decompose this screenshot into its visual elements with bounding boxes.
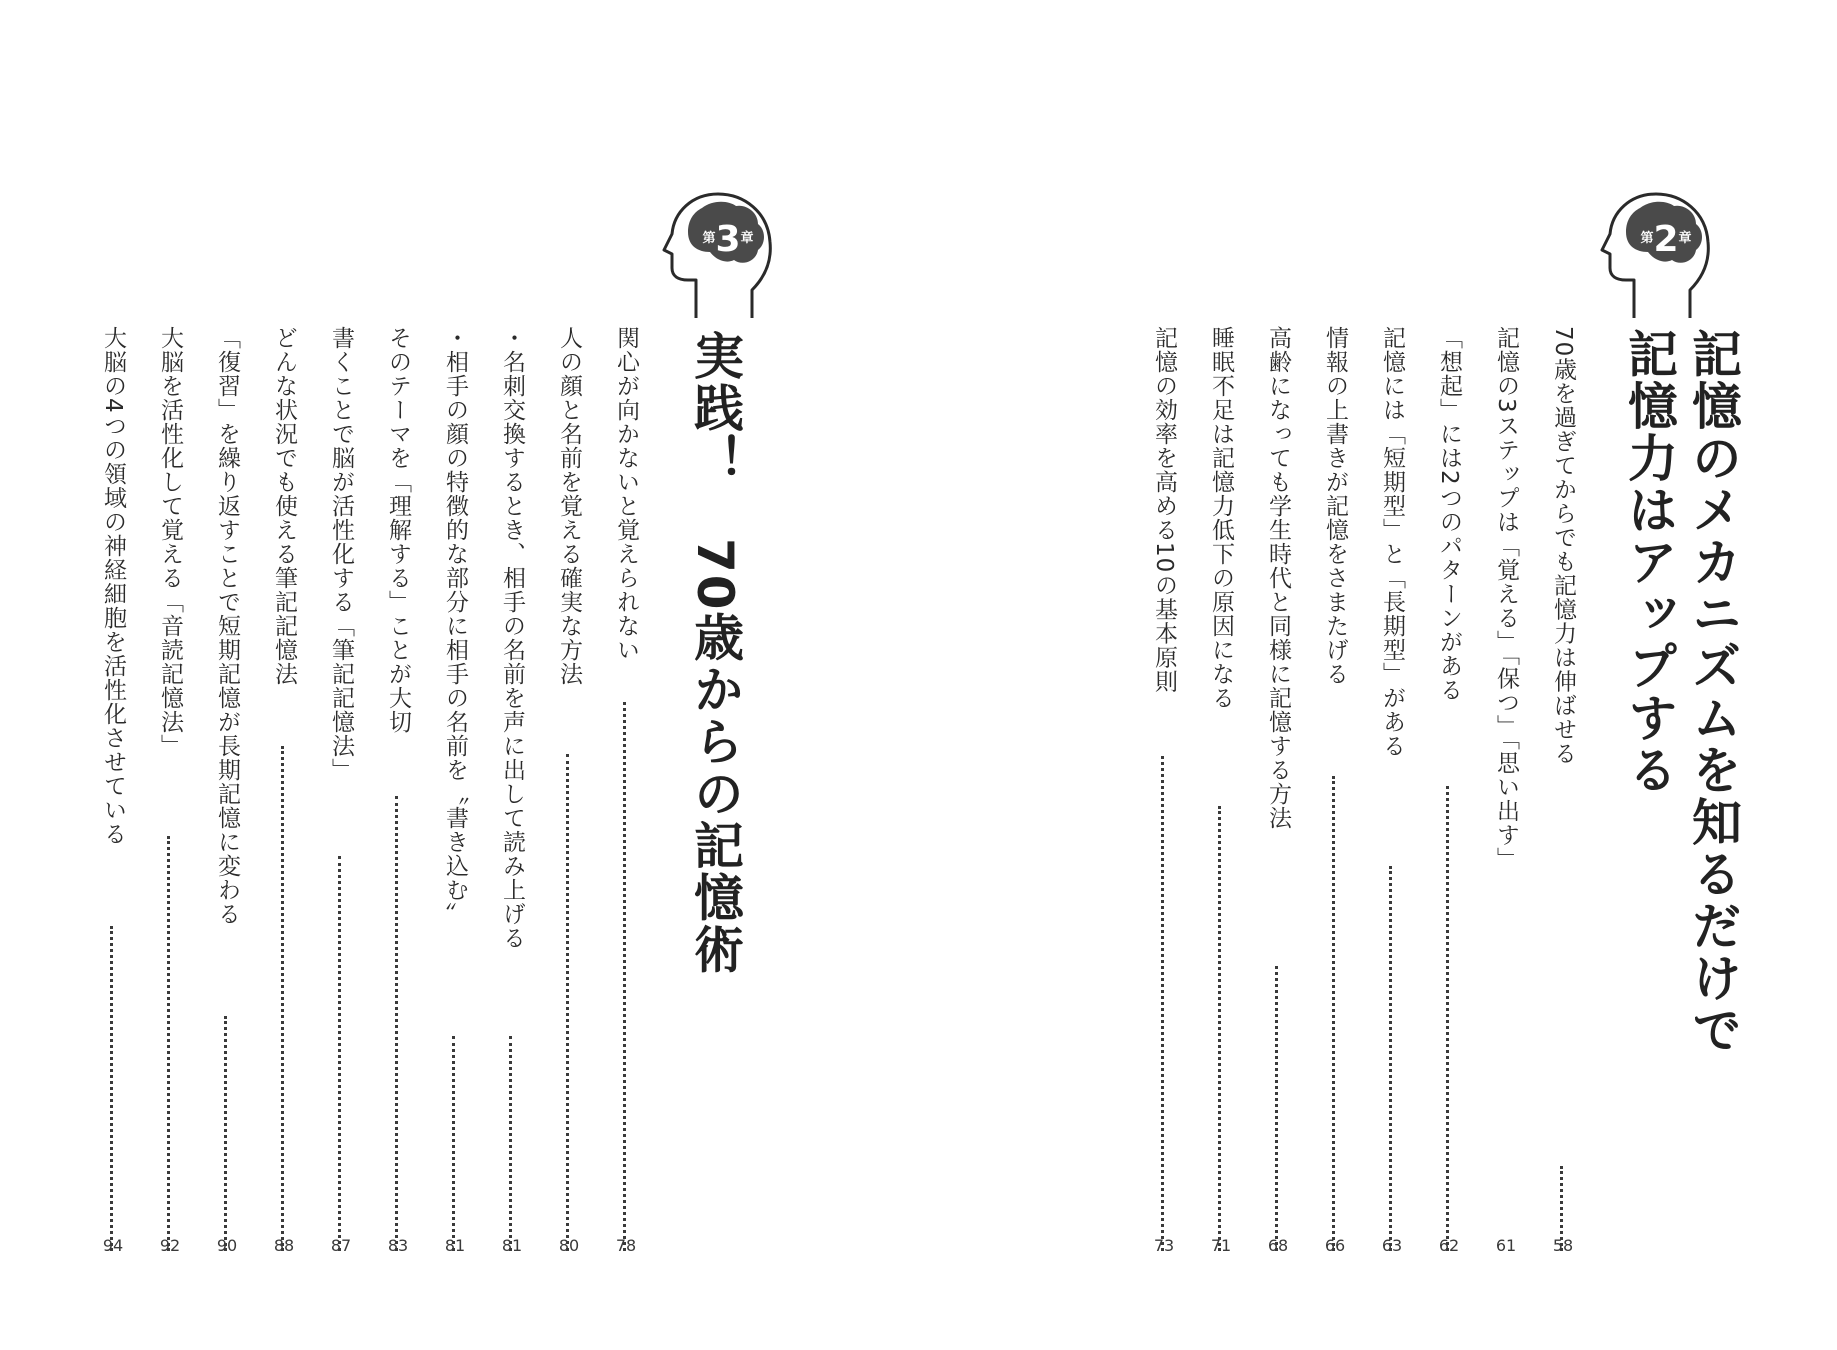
page-number: 78 [615, 1236, 637, 1255]
toc-entry[interactable] [1486, 326, 1526, 1251]
toc-entry[interactable] [1201, 326, 1241, 1251]
toc-entry-text: 「復習」を繰り返すことで短期記憶が長期記憶に変わる [214, 326, 240, 926]
right-page [918, 0, 1837, 1350]
page-number: 68 [1267, 1236, 1289, 1255]
chapter2-badge [1626, 219, 1706, 260]
dotted-leader [566, 754, 569, 1251]
toc-entry-text: そのテーマを「理解する」ことが大切 [385, 326, 411, 734]
toc-entry[interactable] [549, 326, 589, 1251]
toc-entry[interactable] [378, 326, 418, 1251]
toc-entry-text: ・名刺交換するとき、相手の名前を声に出して読み上げる [499, 326, 525, 950]
chapter2-title-line1: 記憶のメカニズムを知るだけで [1684, 328, 1742, 1056]
toc-entry-text: 記憶には「短期型」と「長期型」がある [1379, 326, 1405, 758]
toc-entry-text: 書くことで脳が活性化する「筆記記憶法」 [328, 326, 354, 782]
toc-entry[interactable] [93, 326, 133, 1251]
page-number: 90 [216, 1236, 238, 1255]
page-number: 58 [1552, 1236, 1574, 1255]
toc-entry[interactable] [150, 326, 190, 1251]
dotted-leader [623, 702, 626, 1251]
toc-entry[interactable] [321, 326, 361, 1251]
page-number: 81 [444, 1236, 466, 1255]
page-number: 71 [1210, 1236, 1232, 1255]
toc-entry-text: どんな状況でも使える筆記記憶法 [271, 326, 297, 686]
toc-entry-text: 「想起」には2つのパターンがある [1436, 326, 1462, 702]
toc-entry[interactable] [1543, 326, 1583, 1251]
chapter3-badge-number: 3 [715, 219, 741, 260]
toc-entry[interactable] [1144, 326, 1184, 1251]
toc-entry[interactable] [1429, 326, 1469, 1251]
dotted-leader [1389, 866, 1392, 1251]
page-number: 88 [273, 1236, 295, 1255]
toc-entry[interactable] [492, 326, 532, 1251]
dotted-leader [110, 926, 113, 1251]
toc-entry-text: 記憶の効率を高める10の基本原則 [1151, 326, 1177, 694]
page-number: 92 [159, 1236, 181, 1255]
page-number: 83 [387, 1236, 409, 1255]
toc-entry-text: 70歳を過ぎてからでも記憶力は伸ばせる [1550, 326, 1576, 766]
toc-entry-text: 記憶の3ステップは「覚える」「保つ」「思い出す」 [1493, 326, 1519, 871]
chapter3-badge-prefix: 第 [702, 231, 716, 246]
dotted-leader [1161, 756, 1164, 1251]
dotted-leader [1332, 776, 1335, 1251]
chapter2-title-line2: 記憶力はアップする [1620, 328, 1678, 796]
chapter3-title: 実践！ 70歳からの記憶術 [686, 330, 744, 976]
page-number: 61 [1495, 1236, 1517, 1255]
toc-entry[interactable] [207, 326, 247, 1251]
page-number: 80 [558, 1236, 580, 1255]
page-number: 63 [1381, 1236, 1403, 1255]
toc-entry[interactable] [1372, 326, 1412, 1251]
chapter3-badge-suffix: 章 [740, 231, 754, 246]
chapter2-badge-suffix: 章 [1678, 231, 1692, 246]
dotted-leader [1218, 806, 1221, 1251]
toc-entry-text: 大脳を活性化して覚える「音読記憶法」 [157, 326, 183, 758]
dotted-leader [281, 746, 284, 1251]
toc-entry-text: 高齢になっても学生時代と同様に記憶する方法 [1265, 326, 1291, 830]
toc-entry-text: ・相手の顔の特徴的な部分に相手の名前を〝書き込む〟 [442, 326, 468, 926]
toc-entry-text: 情報の上書きが記憶をさまたげる [1322, 326, 1348, 686]
toc-entry[interactable] [435, 326, 475, 1251]
dotted-leader [452, 1036, 455, 1251]
dotted-leader [395, 796, 398, 1251]
page-number: 81 [501, 1236, 523, 1255]
chapter3-head-icon [660, 190, 780, 320]
chapter2-badge-number: 2 [1653, 219, 1679, 260]
toc-entry-text: 関心が向かないと覚えられない [613, 326, 639, 662]
page-number: 66 [1324, 1236, 1346, 1255]
toc-entry[interactable] [1315, 326, 1355, 1251]
dotted-leader [167, 836, 170, 1251]
toc-entry[interactable] [1258, 326, 1298, 1251]
dotted-leader [338, 856, 341, 1251]
toc-entry-text: 人の顔と名前を覚える確実な方法 [556, 326, 582, 686]
toc-entry[interactable] [606, 326, 646, 1251]
toc-entry-text: 大脳の4つの領域の神経細胞を活性化させている [100, 326, 126, 846]
toc-entry[interactable] [264, 326, 304, 1251]
dotted-leader [224, 1016, 227, 1251]
page-number: 94 [102, 1236, 124, 1255]
page-number: 73 [1153, 1236, 1175, 1255]
dotted-leader [509, 1036, 512, 1251]
page-number: 62 [1438, 1236, 1460, 1255]
chapter2-badge-prefix: 第 [1640, 231, 1654, 246]
dotted-leader [1275, 966, 1278, 1251]
chapter3-badge [688, 219, 768, 260]
left-page [0, 0, 918, 1350]
page-number: 87 [330, 1236, 352, 1255]
chapter2-head-icon [1598, 190, 1718, 320]
dotted-leader [1446, 786, 1449, 1251]
toc-entry-text: 睡眠不足は記憶力低下の原因になる [1208, 326, 1234, 710]
